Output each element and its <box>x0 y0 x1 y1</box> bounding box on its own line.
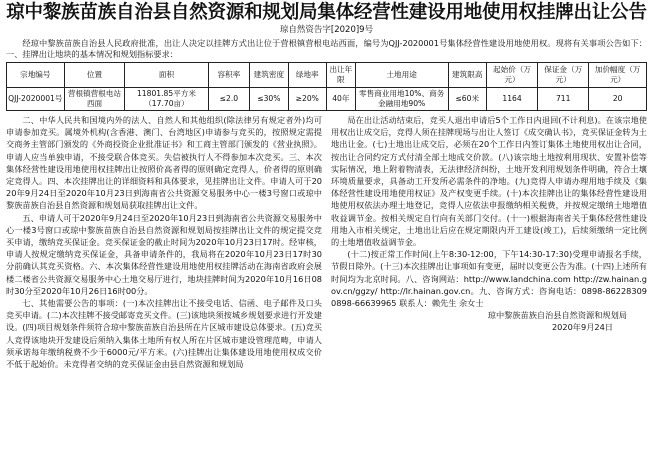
page-title: 琼中黎族苗族自治县自然资源和规划局集体经营性建设用地使用权挂牌出让公告 <box>6 2 647 23</box>
cell-land-use: 零售商业用地10%、商务金融用地90% <box>355 88 448 111</box>
header-area: 面积 <box>125 63 208 88</box>
document-number: 琼自然资告字[2020]9号 <box>279 25 374 35</box>
left-column <box>6 114 322 424</box>
table-header-row <box>7 63 647 88</box>
cell-location: 营根镇营根电站西面 <box>64 88 125 111</box>
header-starting-price: 起始价（万元） <box>486 63 537 88</box>
header-height-limit: 建筑限高 <box>448 63 486 88</box>
left-paragraph: 二、中华人民共和国境内外的法人、自然人和其他组织(除法律另有规定者外)均可申请参加竞买。属境外机构(含香港、澳门、台湾地区)申请参与竞买的，按照规定需提交商务主管部门颁发的《外商投资企业批准证书》和工商主管部门颁发的《营业执照》。申请人应当单独申请，不接受联合体竞买。失信被执行人不得参加本次竞买。三、本次集体经营性建设用地使用权挂牌出让按照价高者得的原则确定竞得人，价者得的原则确定竞得人。四、本次挂牌出让的详细资料和具体要求，见挂牌出让文件。申请人可于2020年9月24日至2020年10月23日到海南省公共资源交易服务中心一楼3号窗口或琼中黎族苗族自治县自然资源和规划局获取挂牌出让文件。 <box>6 115 322 211</box>
header-building-density: 建筑密度 <box>250 63 288 88</box>
left-paragraph: 七、其他需要公告的事项：(一)本次挂牌出让不接受电话、信函、电子邮件及口头竞买申请。(二)本次挂牌不接受邮寄竞买文件。(三)该地块须按城乡规划要求进行开发建设。(四)项目规划条件须符合琼中黎族苗族自治县所在片区城市建设总体要求。(五)竞买人竞得该地块开发建设后须纳入集体土地所有权人所在片区城市建设管理范畴，申请人须承诺每年缴纳税费不少于6000元/平方米。(六)挂牌出让集体建设用地使用权成交价不低于起始价。未竞得者交纳的竞买保证金由县自然资源和规划局 <box>6 298 322 370</box>
cell-height-limit: ≤60米 <box>448 88 486 111</box>
cell-increment: 20 <box>589 88 647 111</box>
cell-building-density: ≤30% <box>250 88 288 111</box>
cell-plot-ratio: ≤2.0 <box>208 88 250 111</box>
header-land-use: 土地用途 <box>355 63 448 88</box>
header-green-ratio: 绿地率 <box>288 63 326 88</box>
cell-starting-price: 1164 <box>486 88 537 111</box>
cell-parcel-number: QJJ-2020001号 <box>7 88 65 111</box>
header-plot-ratio: 容积率 <box>208 63 250 88</box>
issue-date: 2020年9月24日 <box>551 322 613 333</box>
right-paragraph: 局在出让活动结束后，竞买人退出申请后5个工作日内退回(不计利息)。在该宗地使用权出让成交后，竞得人须在挂牌现场与出让人签订《成交确认书》，竞买保证金转为土地出让金。(七)土地出让成交后，必须在20个工作日内签订集体土地使用权出让合同，按出让合同约定方式付清全部土地成交价款。(八)该宗地土地按利用现状、安置补偿等实际情况，地上附着物清表，无法律经济纠纷，土地开发利用规划条件明确，符合土壤环境质量要求，具备动工开发所必需条件的净地。(九)竞得人申请办理用地手续及《集体经营性建设用地使用权证》及产权变更手续。(十)本次挂牌出让的集体经营性建设用地使用权依法办理土地登记，竞得人应依法申报缴纳相关税费，并按规定缴纳土地增值收益调节金。按相关规定自行向有关部门交付。(十一)根据海南省关于集体经营性建设用地入市相关规定，土地出让后应在规定期限内开工建设(竣工)，后续须缴纳一定比例的土地增值收益调节金。 <box>331 115 647 248</box>
header-deposit: 保证金（万元） <box>538 63 589 88</box>
cell-term: 40年 <box>326 88 355 111</box>
header-term: 出让年限 <box>326 63 355 88</box>
header-parcel-number: 宗地编号 <box>7 63 65 88</box>
right-paragraph: (十二)按正常工作时间(上午8:30-12:00，下午14:30-17:30)受理申请报名手续，节假日除外。(十三)本次挂牌出让事项如有变更，届时以变更公告为准。(十四)上述所有时间均为北京时间。八、咨询网站：http://www.landchina.com http://zw.hainan.gov.cn/ggzy/ http://lr.hainan.gov.cn。九、咨询方式：咨询电话：0898-86228309 0898-66639965 联系人：赖先生 余女士 <box>331 249 647 309</box>
table-row <box>7 88 647 111</box>
right-column <box>331 114 647 424</box>
left-paragraph: 五、申请人可于2020年9月24日至2020年10月23日到海南省公共资源交易服务中心一楼3号窗口或琼中黎族苗族自治县自然资源和规划局按挂牌出让文件的规定提交竞买申请，缴纳竞买保证金。竞买保证金的截止时间为2020年10月23日17时。经审核，申请人按规定缴纳竞买保证金，具备申请条件的，我局将在2020年10月23日17时30分前确认其竞买资格。六、本次集体经营性建设用地使用权挂牌活动在海南省政府会展楼二楼省公共资源交易服务中心土地交易厅进行，地块挂牌时间为2020年10月16日08时30分至2020年10月26日16时00分。 <box>6 212 322 296</box>
header-location: 位置 <box>64 63 125 88</box>
cell-green-ratio: ≥20% <box>288 88 326 111</box>
parcel-table <box>6 62 647 111</box>
body-columns <box>6 114 647 424</box>
header-increment: 加价幅度（万元） <box>589 63 647 88</box>
signature: 琼中黎族苗族自治县自然资源和规划局 <box>487 310 627 321</box>
intro-paragraph: 经琼中黎族苗族自治县人民政府批准，出让人决定以挂牌方式出让位于营根镇营根电站西面，编号为QJJ-2020001号集体经营性建设用地使用权。现将有关事项公告如下：一、挂牌出让地块的基本情况和规划指标要求： <box>6 38 647 59</box>
cell-deposit: 711 <box>538 88 589 111</box>
cell-area: 11801.85平方米（17.70亩） <box>125 88 208 111</box>
